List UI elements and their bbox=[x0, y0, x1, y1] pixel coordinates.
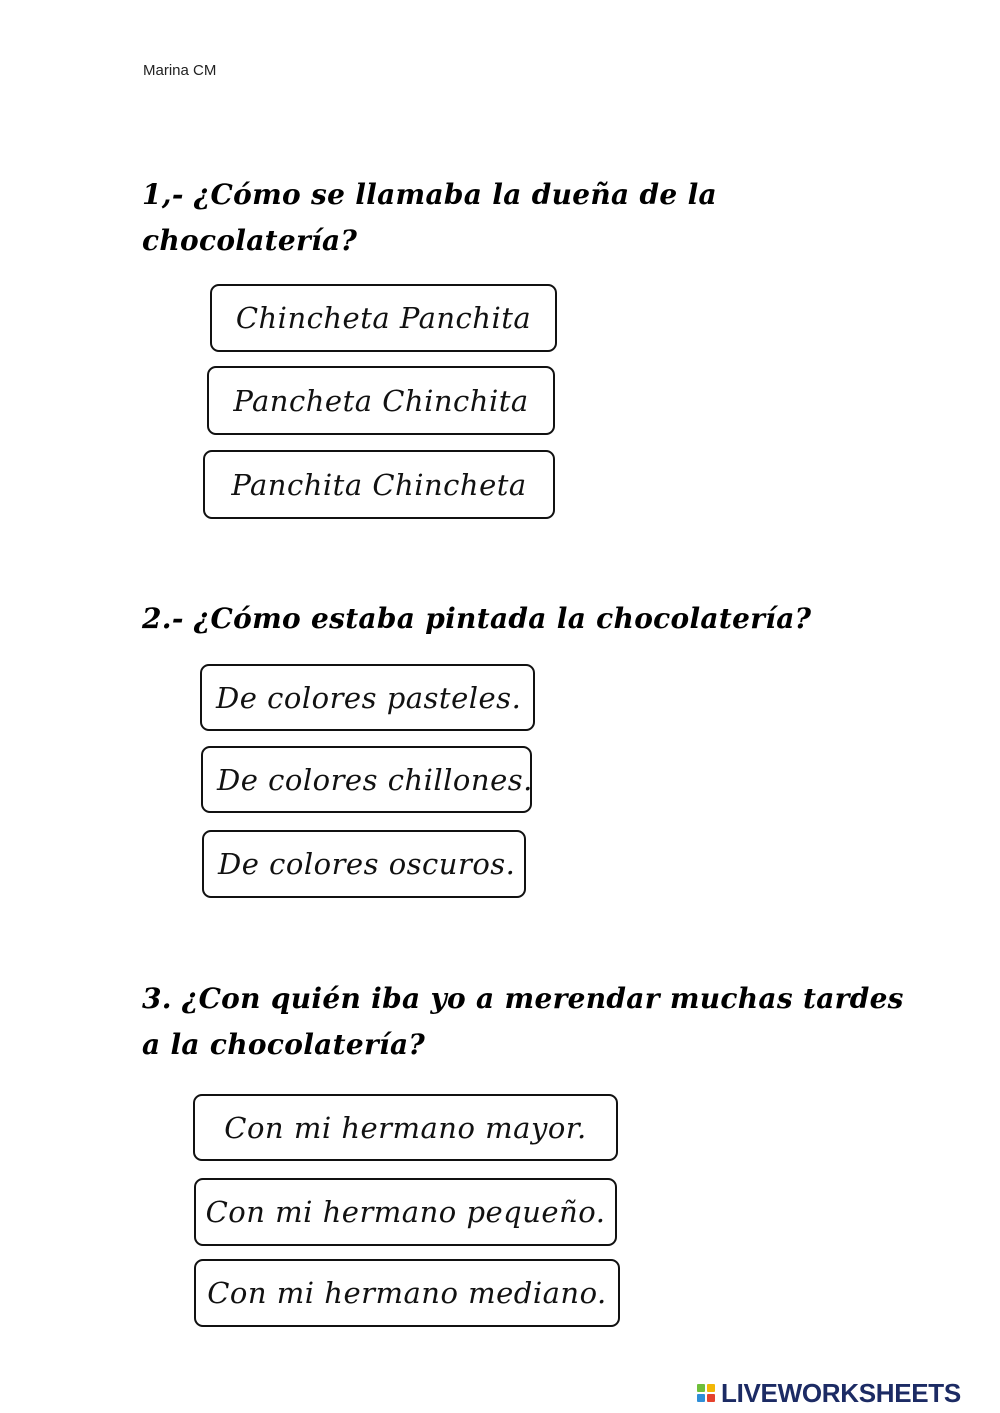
question-1-line-2: chocolatería? bbox=[142, 224, 358, 257]
question-1-option-3[interactable]: Panchita Chincheta bbox=[203, 450, 555, 519]
question-1-option-1[interactable]: Chincheta Panchita bbox=[210, 284, 557, 352]
question-2-option-2[interactable]: De colores chillones. bbox=[201, 746, 532, 813]
question-3-line-1: 3. ¿Con quién iba yo a merendar muchas tardes bbox=[142, 982, 904, 1015]
logo-square-green bbox=[697, 1384, 705, 1392]
liveworksheets-logo-icon bbox=[697, 1384, 715, 1402]
logo-square-blue bbox=[697, 1394, 705, 1402]
question-3-option-2[interactable]: Con mi hermano pequeño. bbox=[194, 1178, 617, 1246]
question-3-option-1[interactable]: Con mi hermano mayor. bbox=[193, 1094, 618, 1161]
logo-square-yellow bbox=[707, 1384, 715, 1392]
question-1-text bbox=[142, 172, 717, 264]
logo-square-red bbox=[707, 1394, 715, 1402]
question-3-option-3[interactable]: Con mi hermano mediano. bbox=[194, 1259, 620, 1327]
question-3-line-2: a la chocolatería? bbox=[142, 1028, 426, 1061]
question-2-option-3[interactable]: De colores oscuros. bbox=[202, 830, 526, 898]
question-2-line-1: 2.- ¿Cómo estaba pintada la chocolatería? bbox=[142, 602, 812, 635]
question-1-line-1: 1,- ¿Cómo se llamaba la dueña de la bbox=[142, 178, 717, 211]
author-name: Marina CM bbox=[143, 62, 217, 79]
liveworksheets-logo bbox=[697, 1377, 961, 1409]
question-3-text bbox=[142, 976, 904, 1068]
question-2-text bbox=[142, 596, 811, 642]
question-1-option-2[interactable]: Pancheta Chinchita bbox=[207, 366, 555, 435]
liveworksheets-brand-text: LIVEWORKSHEETS bbox=[721, 1377, 961, 1408]
question-2-option-1[interactable]: De colores pasteles. bbox=[200, 664, 535, 731]
